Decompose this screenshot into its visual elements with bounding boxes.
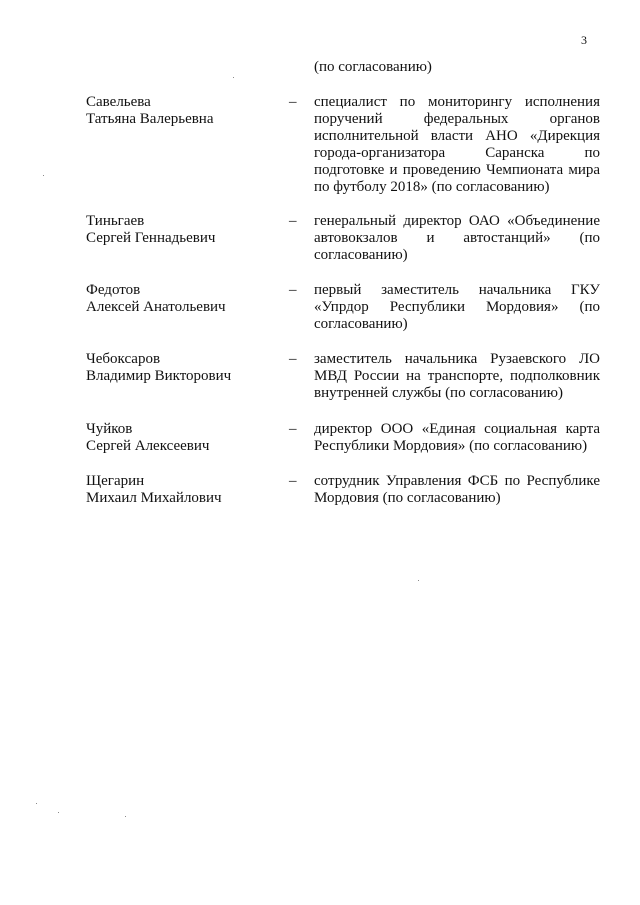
scan-speck [418,580,419,581]
member-position [314,351,600,402]
dash-separator: – [289,282,297,298]
member-position [314,94,600,196]
member-given-names: Владимир Викторович [86,368,232,384]
member-given-names: Сергей Алексеевич [86,438,210,454]
member-given-names: Сергей Геннадьевич [86,230,216,246]
position-line: подготовке и проведению Чемпионата мира [314,162,600,178]
scan-speck [58,812,59,813]
position-line: Мордовия (по согласованию) [314,490,501,506]
member-name [86,213,276,247]
dash-separator: – [289,94,297,110]
member-given-names: Татьяна Валерьевна [86,111,214,127]
position-line: автовокзалов и автостанций» (по [314,230,600,246]
position-line: заместитель начальника Рузаевского ЛО [314,351,600,367]
member-surname: Чуйков [86,421,133,437]
position-line: Республики Мордовия» (по согласованию) [314,438,588,454]
member-surname: Чебоксаров [86,351,161,367]
member-surname: Щегарин [86,473,145,489]
dash-separator: – [289,421,297,437]
dash-separator: – [289,213,297,229]
member-position [314,473,600,507]
member-name [86,473,276,507]
position-line: исполнительной власти АНО «Дирекция [314,128,600,144]
continued-approval-note: (по согласованию) [314,59,432,75]
member-name [86,282,276,316]
member-surname: Тиньгаев [86,213,145,229]
position-line: согласованию) [314,316,408,332]
position-line: сотрудник Управления ФСБ по Республике [314,473,600,489]
member-name [86,351,276,385]
member-position [314,213,600,264]
position-line: МВД России на транспорте, подполковник [314,368,600,384]
scan-speck [125,816,126,817]
scan-speck [233,77,234,78]
member-position [314,421,600,455]
member-given-names: Алексей Анатольевич [86,299,226,315]
member-name [86,421,276,455]
position-line: директор ООО «Единая социальная карта [314,421,600,437]
member-given-names: Михаил Михайлович [86,490,222,506]
dash-separator: – [289,351,297,367]
position-line: генеральный директор ОАО «Объединение [314,213,600,229]
scan-speck [43,175,44,176]
position-line: по футболу 2018» (по согласованию) [314,179,550,195]
member-surname: Савельева [86,94,151,110]
position-line: внутренней службы (по согласованию) [314,385,563,401]
scan-speck [36,803,37,804]
dash-separator: – [289,473,297,489]
position-line: «Упрдор Республики Мордовия» (по [314,299,600,315]
member-position [314,282,600,333]
position-line: специалист по мониторингу исполнения [314,94,600,110]
page-number: 3 [581,33,587,47]
member-surname: Федотов [86,282,141,298]
position-line: поручений федеральных органов [314,111,600,127]
member-name [86,94,276,128]
position-line: согласованию) [314,247,408,263]
position-line: первый заместитель начальника ГКУ [314,282,600,298]
position-line: города-организатора Саранска по [314,145,600,161]
